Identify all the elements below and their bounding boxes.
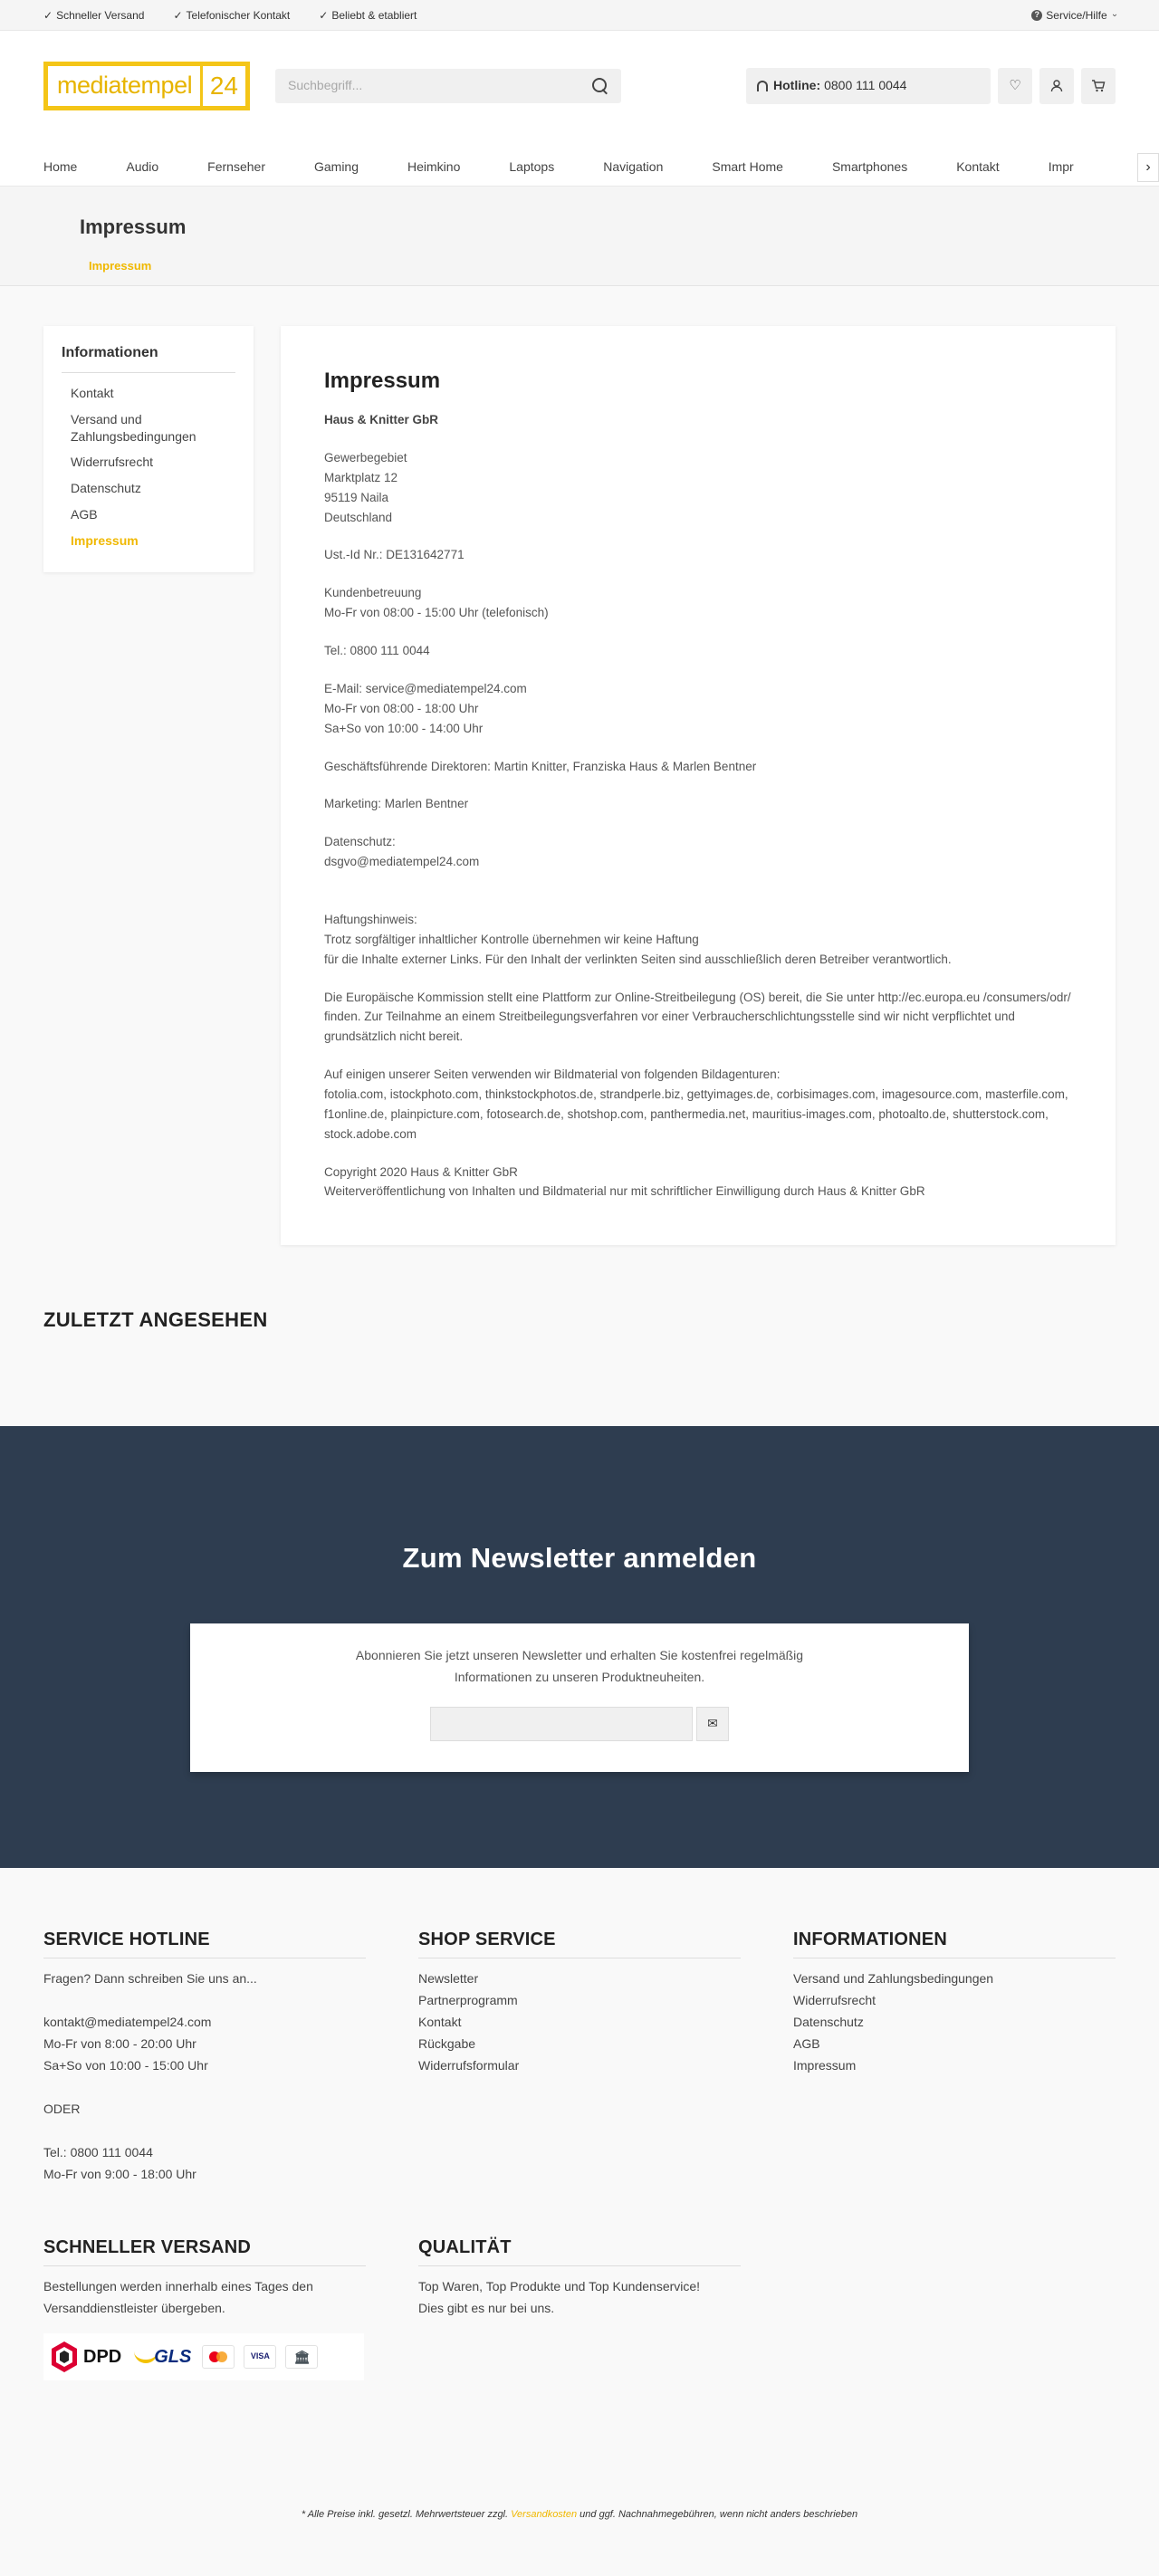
footer-phone: Tel.: 0800 111 0044 (43, 2145, 153, 2160)
footer-heading: INFORMATIONEN (793, 1926, 1116, 1958)
recently-viewed (43, 1245, 1116, 1426)
nav-item-smart-home[interactable]: Smart Home (712, 159, 783, 175)
newsletter-form (190, 1707, 969, 1741)
address-line: 95119 Naila (324, 490, 389, 504)
shipping-costs-link[interactable]: Versandkosten (511, 2509, 578, 2521)
hotline-number: 0800 111 0044 (824, 78, 907, 93)
sidebar-item-datenschutz[interactable]: Datenschutz (71, 481, 141, 496)
check-icon: ✓ (43, 8, 53, 22)
image-agencies (324, 1065, 1072, 1144)
footer-text: Mo-Fr von 9:00 - 18:00 Uhr (43, 2167, 196, 2182)
footer-qualitaet (418, 2234, 741, 2380)
gls-text: GLS (154, 2346, 192, 2367)
dpd-text: DPD (83, 2346, 122, 2367)
main-navigation (0, 148, 1159, 187)
footer-heading: SCHNELLER VERSAND (43, 2234, 366, 2266)
footer-shop-service (418, 1926, 741, 2185)
privacy-label: Datenschutz: (324, 835, 396, 849)
footer-link[interactable]: Widerrufsformular (418, 2058, 520, 2073)
question-icon: ? (1031, 10, 1042, 21)
page-title: Impressum (80, 215, 187, 238)
footer-text: Dies gibt es nur bei uns. (418, 2301, 555, 2316)
phone: Tel.: 0800 111 0044 (324, 644, 430, 658)
address-line: Gewerbegebiet (324, 451, 407, 465)
copyright-line: Copyright 2020 Haus & Knitter GbR (324, 1164, 518, 1179)
search-input[interactable] (275, 69, 621, 103)
footer-informationen (793, 1926, 1116, 2185)
nav-item-navigation[interactable]: Navigation (603, 159, 664, 175)
newsletter-submit-button[interactable] (696, 1707, 729, 1741)
nav-item-heimkino[interactable]: Heimkino (407, 159, 461, 175)
address (324, 448, 1072, 527)
legal-notice (43, 2380, 1116, 2541)
dpd-logo (49, 2340, 121, 2374)
header (0, 31, 1159, 148)
footer-link[interactable]: Versand und Zahlungsbedingungen (793, 1971, 994, 1987)
account-button[interactable] (1039, 68, 1074, 104)
gls-logo (134, 2343, 191, 2371)
footer-link[interactable]: Newsletter (418, 1971, 479, 1987)
cart-icon (1091, 80, 1106, 92)
nav-scroll-right-button[interactable] (1137, 153, 1159, 182)
nav-item-laptops[interactable]: Laptops (509, 159, 555, 175)
user-icon (1050, 80, 1063, 92)
footer-heading: QUALITÄT (418, 2234, 741, 2266)
newsletter-text: Informationen zu unseren Produktneuheiten. (454, 1670, 705, 1685)
liability-notice (324, 910, 1072, 970)
privacy-email: dsgvo@mediatempel24.com (324, 855, 480, 869)
sidebar-item-impressum[interactable]: Impressum (71, 533, 139, 549)
logo[interactable] (43, 62, 250, 110)
heart-icon: ♡ (1009, 78, 1021, 94)
payment-shipping-logos (43, 2333, 364, 2380)
nav-item-home[interactable]: Home (43, 159, 78, 175)
wishlist-button[interactable] (998, 68, 1032, 104)
sidebar-item-widerrufsrecht[interactable]: Widerrufsrecht (71, 455, 154, 470)
search-placeholder: Suchbegriff... (288, 78, 363, 93)
usp-label: Schneller Versand (56, 8, 145, 22)
footer-email[interactable]: kontakt@mediatempel24.com (43, 2015, 212, 2030)
nav-item-impressum[interactable]: Impr (1048, 159, 1074, 175)
footer-text: Top Waren, Top Produkte und Top Kundenservice! (418, 2279, 701, 2294)
chevron-right-icon: › (1145, 158, 1151, 175)
privacy-contact (324, 832, 1072, 872)
headset-icon (757, 81, 768, 91)
sidebar-item-versand[interactable]: Versand und Zahlungsbedingungen (71, 411, 196, 444)
usp-item (319, 7, 417, 24)
newsletter-title: Zum Newsletter anmelden (402, 1542, 757, 1575)
cart-button[interactable] (1081, 68, 1116, 104)
sidebar-title: Informationen (62, 342, 235, 373)
usp-label: Beliebt & etabliert (331, 8, 417, 22)
newsletter-text: Abonnieren Sie jetzt unseren Newsletter und erhalten Sie kostenfrei regelmäßig (355, 1648, 804, 1663)
chevron-down-icon: › (1109, 14, 1120, 17)
sidebar (43, 326, 254, 572)
footer-schneller-versand (43, 2234, 366, 2380)
usp-item (43, 7, 144, 24)
copyright (324, 1163, 1072, 1202)
search-icon[interactable] (592, 78, 608, 94)
marketing: Marketing: Marlen Bentner (324, 797, 469, 811)
footer-link[interactable]: Impressum (793, 2058, 857, 2073)
envelope-icon: ✉ (707, 1716, 718, 1731)
check-icon: ✓ (319, 8, 329, 22)
mastercard-icon (202, 2345, 235, 2369)
check-icon: ✓ (173, 8, 183, 22)
impressum-content (281, 326, 1116, 1245)
email-hours: Sa+So von 10:00 - 14:00 Uhr (324, 721, 484, 735)
image-agencies-list: fotolia.com, istockphoto.com, thinkstockphotos.de, strandperle.biz, gettyimages.de, corbisimages.com, imagesource.com, masterfile.com, f1online.de, plainpicture.com, fotosearch.de, shotshop.com, panthermedia.net, mauritius-images.com, photoalto.de, shutterstock.com, stock.adobe.com (324, 1087, 1068, 1141)
footer-heading: SERVICE HOTLINE (43, 1926, 366, 1958)
email-hours: Mo-Fr von 08:00 - 18:00 Uhr (324, 701, 479, 715)
liability-text: Trotz sorgfältiger inhaltlicher Kontrolle übernehmen wir keine Haftung (324, 932, 699, 946)
footer-text: Fragen? Dann schreiben Sie uns an... (43, 1971, 257, 1987)
usp-label: Telefonischer Kontakt (186, 8, 291, 22)
visa-icon: VISA (244, 2345, 276, 2369)
ust-id: Ust.-Id Nr.: DE131642771 (324, 548, 465, 562)
footer-text: Bestellungen werden innerhalb eines Tages den (43, 2279, 313, 2294)
service-dropdown[interactable] (1031, 7, 1120, 24)
logo-number: 24 (200, 66, 245, 106)
content-title: Impressum (324, 369, 441, 393)
legal-text: und ggf. Nachnahmegebühren, wenn nicht anders beschrieben (577, 2509, 858, 2521)
footer-link[interactable]: Datenschutz (793, 2015, 864, 2030)
footer-link[interactable]: Widerrufsrecht (793, 1993, 876, 2008)
hotline-label: Hotline: (773, 78, 821, 93)
footer-service-hotline (43, 1926, 366, 2185)
eu-dispute-notice: Die Europäische Kommission stellt eine Plattform zur Online-Streitbeilegung (OS) bereit, die Sie unter http://ec.europa.eu /consumers/odr/ finden. Zur Teilnahme an einem Streitbeilegungsverfahren vor einer Verbraucherschlichtungsstelle sind wir nicht verpflichtet und grundsätzlich nicht bereit. (324, 990, 1071, 1044)
page-title-band (0, 187, 1159, 286)
newsletter-section (0, 1426, 1159, 1868)
footer-link[interactable]: Rückgabe (418, 2036, 476, 2052)
footer (0, 1868, 1159, 2541)
top-bar (0, 0, 1159, 31)
customer-service-hours: Mo-Fr von 08:00 - 15:00 Uhr (telefonisch) (324, 606, 549, 620)
newsletter-box (190, 1623, 969, 1772)
nav-item-smartphones[interactable]: Smartphones (831, 159, 908, 175)
image-agencies-intro: Auf einigen unserer Seiten verwenden wir Bildmaterial von folgenden Bildagenturen: (324, 1068, 781, 1082)
bank-icon: 🏛 (285, 2345, 318, 2369)
footer-heading: SHOP SERVICE (418, 1926, 741, 1958)
footer-link[interactable]: Partnerprogramm (418, 1993, 518, 2008)
nav-item-kontakt[interactable]: Kontakt (956, 159, 1000, 175)
company-name: Haus & Knitter GbR (324, 413, 439, 427)
legal-text: * Alle Preise inkl. gesetzl. Mehrwertsteuer zzgl. (301, 2509, 512, 2521)
address-line: Deutschland (324, 510, 393, 524)
service-label: Service/Hilfe (1046, 8, 1107, 22)
nav-item-gaming[interactable]: Gaming (313, 159, 359, 175)
directors: Geschäftsführende Direktoren: Martin Knitter, Franziska Haus & Marlen Bentner (324, 759, 757, 773)
email: E-Mail: service@mediatempel24.com (324, 681, 527, 695)
customer-service-title: Kundenbetreuung (324, 586, 422, 600)
newsletter-email-input[interactable] (430, 1707, 693, 1741)
footer-link[interactable]: Kontakt (418, 2015, 462, 2030)
recently-viewed-title: ZULETZT ANGESEHEN (43, 1308, 268, 1332)
footer-text: Versanddienstleister übergeben. (43, 2301, 225, 2316)
footer-link[interactable]: AGB (793, 2036, 820, 2052)
address-line: Marktplatz 12 (324, 470, 398, 484)
footer-text: Mo-Fr von 8:00 - 20:00 Uhr (43, 2036, 196, 2052)
liability-label: Haftungshinweis: (324, 912, 417, 926)
liability-text: für die Inhalte externer Links. Für den Inhalt der verlinkten Seiten sind ausschließlich deren Betreiber verantwortlich. (324, 952, 952, 966)
email-block (324, 679, 1072, 739)
sidebar-item-kontakt[interactable]: Kontakt (71, 385, 114, 400)
footer-text: Sa+So von 10:00 - 15:00 Uhr (43, 2058, 208, 2073)
footer-text: ODER (43, 2102, 81, 2117)
nav-item-fernseher[interactable]: Fernseher (207, 159, 265, 175)
breadcrumb[interactable]: Impressum (89, 259, 152, 273)
sidebar-item-agb[interactable]: AGB (71, 507, 98, 522)
usp-item (173, 7, 290, 24)
dpd-cube-icon (49, 2340, 80, 2374)
logo-text: mediatempel (57, 72, 193, 100)
nav-item-audio[interactable]: Audio (126, 159, 159, 175)
hotline-box[interactable] (746, 68, 991, 104)
copyright-line: Weiterveröffentlichung von Inhalten und Bildmaterial nur mit schriftlicher Einwilligung durch Haus & Knitter GbR (324, 1184, 925, 1199)
customer-service (324, 583, 1072, 623)
